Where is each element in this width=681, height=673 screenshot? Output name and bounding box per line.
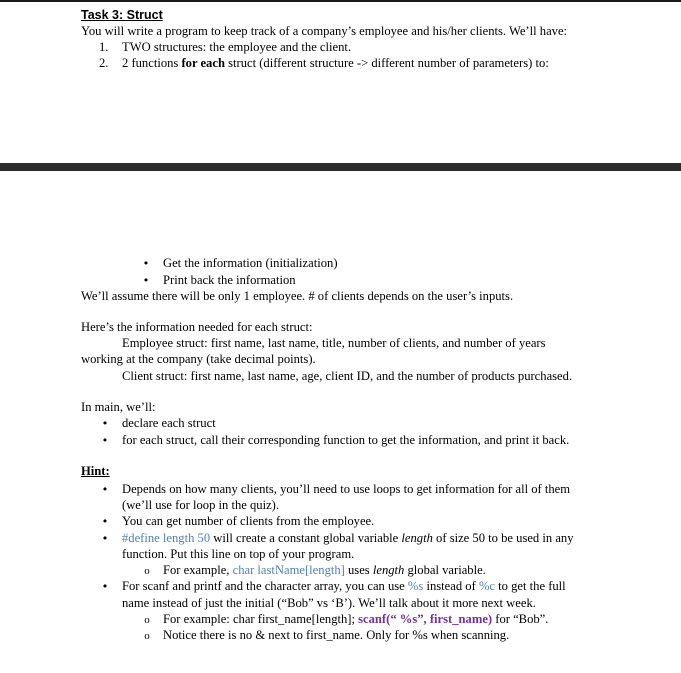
main-heading: In main, we’ll: — [81, 400, 156, 414]
numbered-list — [81, 39, 641, 71]
assume-text: We’ll assume there will be only 1 employee. # of clients depends on the user’s inputs. — [81, 289, 514, 303]
bullet-icon — [99, 530, 111, 547]
code-scanf: scanf(“ %s”, first_name) — [358, 612, 493, 626]
circle-bullet-icon — [141, 627, 153, 644]
client-struct-desc: Client struct: first name, last name, age, client ID, and the number of products purchased. — [122, 369, 573, 383]
hint-scanf-example: For example: char first_name[length]; scanf(“ %s”, first_name) for “Bob”. — [163, 612, 549, 626]
main-item: for each struct, call their corresponding function to get the information, and print it back. — [122, 433, 570, 447]
hint-define-cont: function. Put this line on top of your program. — [122, 547, 355, 561]
bullet-icon — [99, 481, 111, 498]
bullet-icon — [140, 272, 152, 289]
hint-loop-cont: (we’ll use for loop in the quiz). — [122, 498, 280, 512]
bullet-icon — [99, 513, 111, 530]
employee-struct-desc-cont: working at the company (take decimal points). — [81, 352, 316, 366]
hint-ampersand-note: Notice there is no & next to first_name. Only for %s when scanning. — [163, 628, 510, 642]
info-heading: Here’s the information needed for each struct: — [81, 320, 313, 334]
item-number: 1. — [99, 40, 109, 54]
employee-struct-desc: Employee struct: first name, last name, title, number of clients, and number of years — [122, 336, 546, 350]
main-item: declare each struct — [122, 416, 216, 430]
hint-scanf-cont: name instead of just the initial (“Bob” vs ‘B’). We’ll talk about it more next week. — [122, 596, 536, 610]
list-item — [81, 55, 641, 71]
item-text: 2 functions for each struct (different structure -> different number of parameters) to: — [122, 56, 549, 70]
hint-scanf: For scanf and printf and the character array, you can use %s instead of %c to get the full — [122, 579, 566, 593]
code-percent-s: %s — [407, 579, 424, 593]
bullet-icon — [99, 432, 111, 449]
hint-loop: Depends on how many clients, you’ll need to use loops to get information for all of them — [122, 482, 571, 496]
circle-bullet-icon — [141, 562, 153, 579]
bullet-icon — [99, 578, 111, 595]
function-item: Get the information (initialization) — [163, 256, 338, 270]
task-title: Task 3: Struct — [81, 8, 163, 22]
code-define: #define length 50 — [122, 531, 211, 545]
function-item: Print back the information — [163, 273, 296, 287]
hint-clients: You can get number of clients from the employee. — [122, 514, 375, 528]
item-text: TWO structures: the employee and the client. — [122, 40, 352, 54]
hint-define: #define length 50 will create a constant global variable length of size 50 to be used in any — [122, 531, 574, 545]
circle-bullet-icon — [141, 611, 153, 628]
item-number: 2. — [99, 56, 109, 70]
code-lastname: char lastName[length] — [232, 563, 345, 577]
page-break-bar — [0, 163, 681, 171]
list-item — [81, 39, 641, 55]
hint-define-example: For example, char lastName[length] uses length global variable. — [163, 563, 486, 577]
task-intro: You will write a program to keep track of a company’s employee and his/her clients. We’ll have: — [81, 24, 568, 38]
bullet-icon — [99, 415, 111, 432]
bullet-icon — [140, 255, 152, 272]
code-percent-c: %c — [478, 579, 496, 593]
top-rule — [0, 0, 681, 2]
hint-heading: Hint: — [81, 464, 110, 478]
